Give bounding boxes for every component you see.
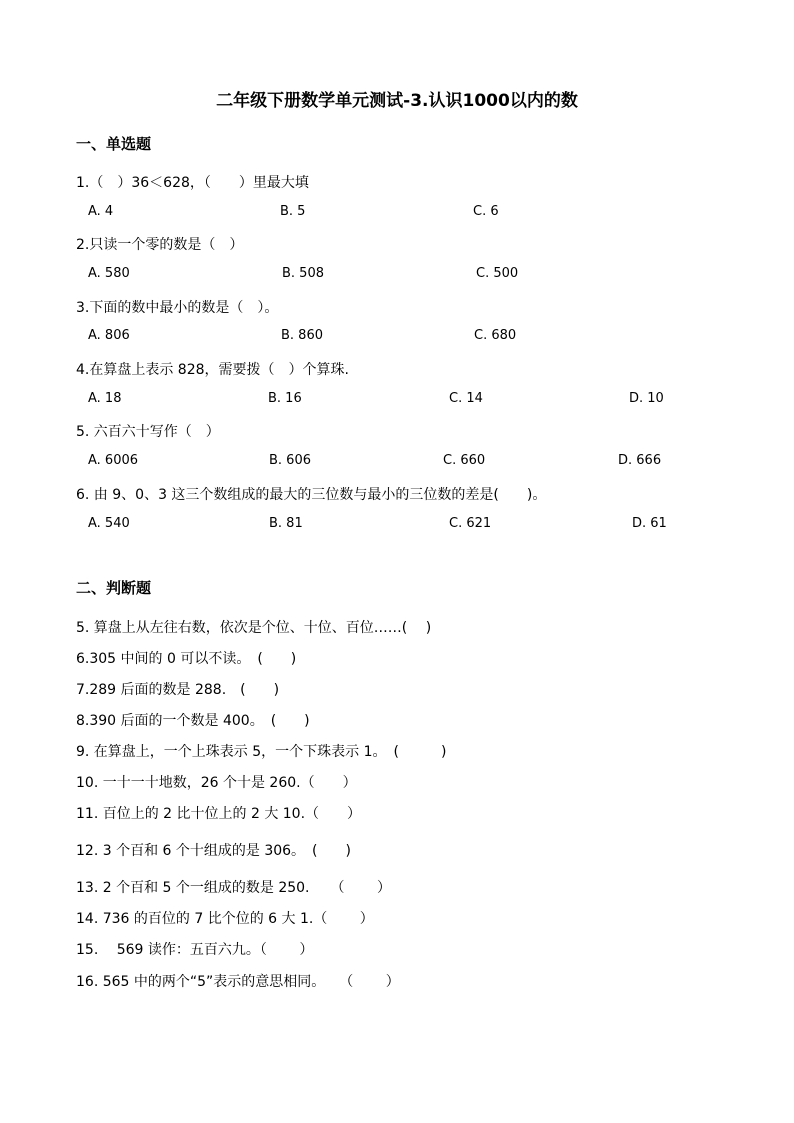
question-5-option-b: B. 606 xyxy=(269,453,311,468)
question-3-option-c: C. 680 xyxy=(474,328,517,343)
judgment-item: 5. 算盘上从左往右数，依次是个位、十位、百位……( ) xyxy=(76,620,432,636)
question-6-option-b: B. 81 xyxy=(269,516,303,531)
question-1-option-b: B. 5 xyxy=(280,204,306,219)
question-1-option-c: C. 6 xyxy=(473,204,499,219)
section-heading-true-false: 二、判断题 xyxy=(76,579,152,597)
judgment-item: 13. 2 个百和 5 个一组成的数是 250. （ ） xyxy=(76,880,391,896)
question-2: 2.只读一个零的数是（ ） xyxy=(76,237,244,253)
question-4: 4.在算盘上表示 828，需要拨（ ）个算珠. xyxy=(76,362,349,378)
question-6-option-c: C. 621 xyxy=(449,516,492,531)
question-5-option-d: D. 666 xyxy=(618,453,662,468)
judgment-item: 16. 565 中的两个“5”表示的意思相同。 （ ） xyxy=(76,974,400,990)
judgment-item: 7.289 后面的数是 288. ( ) xyxy=(76,682,280,698)
judgment-item: 10. 一十一十地数，26 个十是 260.（ ） xyxy=(76,775,357,791)
judgment-item: 15. 569 读作：五百六九。（ ） xyxy=(76,942,314,958)
judgment-item: 6.305 中间的 0 可以不读。 ( ) xyxy=(76,651,297,667)
question-4-option-b: B. 16 xyxy=(268,391,302,406)
section-heading-single-choice: 一、单选题 xyxy=(76,135,152,153)
question-4-option-d: D. 10 xyxy=(629,391,664,406)
question-4-option-a: A. 18 xyxy=(88,391,122,406)
judgment-item: 12. 3 个百和 6 个十组成的是 306。 ( ) xyxy=(76,843,351,859)
question-2-option-a: A. 580 xyxy=(88,266,130,281)
question-5-option-c: C. 660 xyxy=(443,453,486,468)
question-6: 6. 由 9、0、3 这三个数组成的最大的三位数与最小的三位数的差是( )。 xyxy=(76,487,547,503)
judgment-item: 14. 736 的百位的 7 比个位的 6 大 1.（ ） xyxy=(76,911,374,927)
page-title: 二年级下册数学单元测试-3.认识1000以内的数 xyxy=(216,91,578,111)
question-1: 1.（ ）36＜628，（ ）里最大填 xyxy=(76,175,309,191)
question-3-option-b: B. 860 xyxy=(281,328,323,343)
judgment-item: 8.390 后面的一个数是 400。 ( ) xyxy=(76,713,310,729)
question-6-option-d: D. 61 xyxy=(632,516,667,531)
question-1-option-a: A. 4 xyxy=(88,204,114,219)
question-3: 3.下面的数中最小的数是（ ）。 xyxy=(76,300,279,316)
judgment-item: 11. 百位上的 2 比十位上的 2 大 10.（ ） xyxy=(76,806,362,822)
question-6-option-a: A. 540 xyxy=(88,516,130,531)
question-4-option-c: C. 14 xyxy=(449,391,483,406)
question-5: 5. 六百六十写作（ ） xyxy=(76,424,220,440)
question-2-option-b: B. 508 xyxy=(282,266,324,281)
question-2-option-c: C. 500 xyxy=(476,266,519,281)
judgment-item: 9. 在算盘上，一个上珠表示 5，一个下珠表示 1。 ( ) xyxy=(76,744,447,760)
question-5-option-a: A. 6006 xyxy=(88,453,139,468)
question-3-option-a: A. 806 xyxy=(88,328,130,343)
